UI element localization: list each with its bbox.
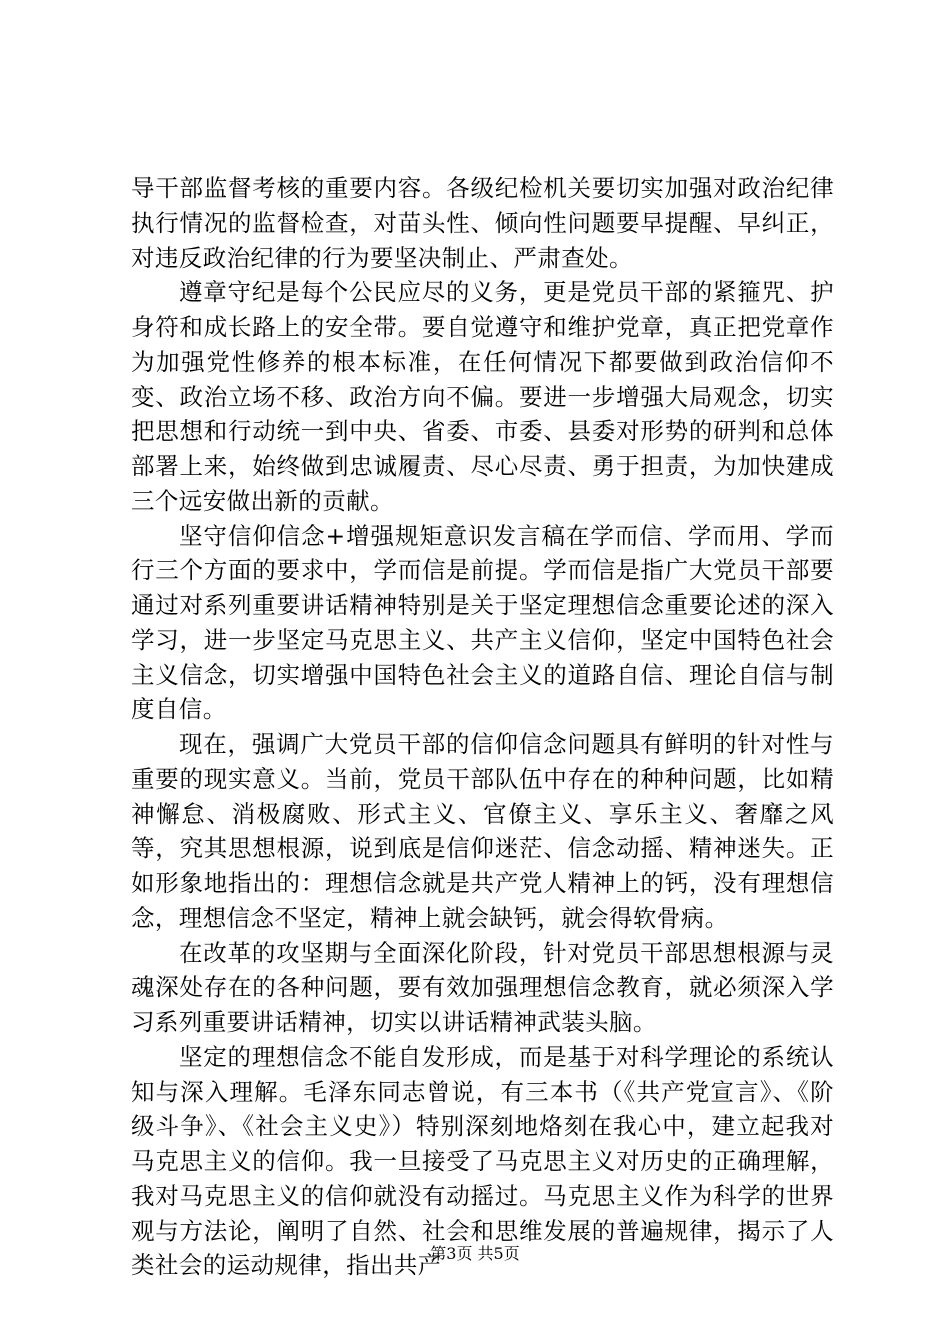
paragraph-3: 坚守信仰信念+增强规矩意识发言稿在学而信、学而用、学而行三个方面的要求中，学而信是前提。学而信是指广大党员干部要通过对系列重要讲话精神特别是关于坚定理想信念重要论述的深入学习，进一步坚定马克思主义、共产主义信仰，坚定中国特色社会主义信念，切实增强中国特色社会主义的道路自信、理论自信与制度自信。 xyxy=(131,521,834,724)
paragraph-4: 现在，强调广大党员干部的信仰信念问题具有鲜明的针对性与重要的现实意义。当前，党员干部队伍中存在的种种问题，比如精神懈怠、消极腐败、形式主义、官僚主义、享乐主义、奢靡之风等，究其思想根源，说到底是信仰迷茫、信念动摇、精神迷失。正如形象地指出的：理想信念就是共产党人精神上的钙，没有理想信念，理想信念不坚定，精神上就会缺钙，就会得软骨病。 xyxy=(131,730,834,932)
page-number-footer: 第3页 共5页 xyxy=(430,1244,520,1263)
paragraph-1: 导干部监督考核的重要内容。各级纪检机关要切实加强对政治纪律执行情况的监督检查，对苗头性、倾向性问题要早提醒、早纠正，对违反政治纪律的行为要坚决制止、严肃查处。 xyxy=(131,174,834,272)
paragraph-2: 遵章守纪是每个公民应尽的义务，更是党员干部的紧箍咒、护身符和成长路上的安全带。要自觉遵守和维护党章，真正把党章作为加强党性修养的根本标准，在任何情况下都要做到政治信仰不变、政治立场不移、政治方向不偏。要进一步增强大局观念，切实把思想和行动统一到中央、省委、市委、县委对形势的研判和总体部署上来，始终做到忠诚履责、尽心尽责、勇于担责，为加快建成三个远安做出新的贡献。 xyxy=(131,278,834,515)
paragraph-5: 在改革的攻坚期与全面深化阶段，针对党员干部思想根源与灵魂深处存在的各种问题，要有效加强理想信念教育，就必须深入学习系列重要讲话精神，切实以讲话精神武装头脑。 xyxy=(131,938,834,1036)
document-body xyxy=(131,171,834,1283)
paragraph-6: 坚定的理想信念不能自发形成，而是基于对科学理论的系统认知与深入理解。毛泽东同志曾说，有三本书（《共产党宣言》、《阶级斗争》、《社会主义史》）特别深刻地烙刻在我心中，建立起我对马克思主义的信仰。我一旦接受了马克思主义对历史的正确理解，我对马克思主义的信仰就没有动摇过。马克思主义作为科学的世界观与方法论，阐明了自然、社会和思维发展的普遍规律，揭示了人类社会的运动规律，指出共产 xyxy=(131,1042,834,1280)
